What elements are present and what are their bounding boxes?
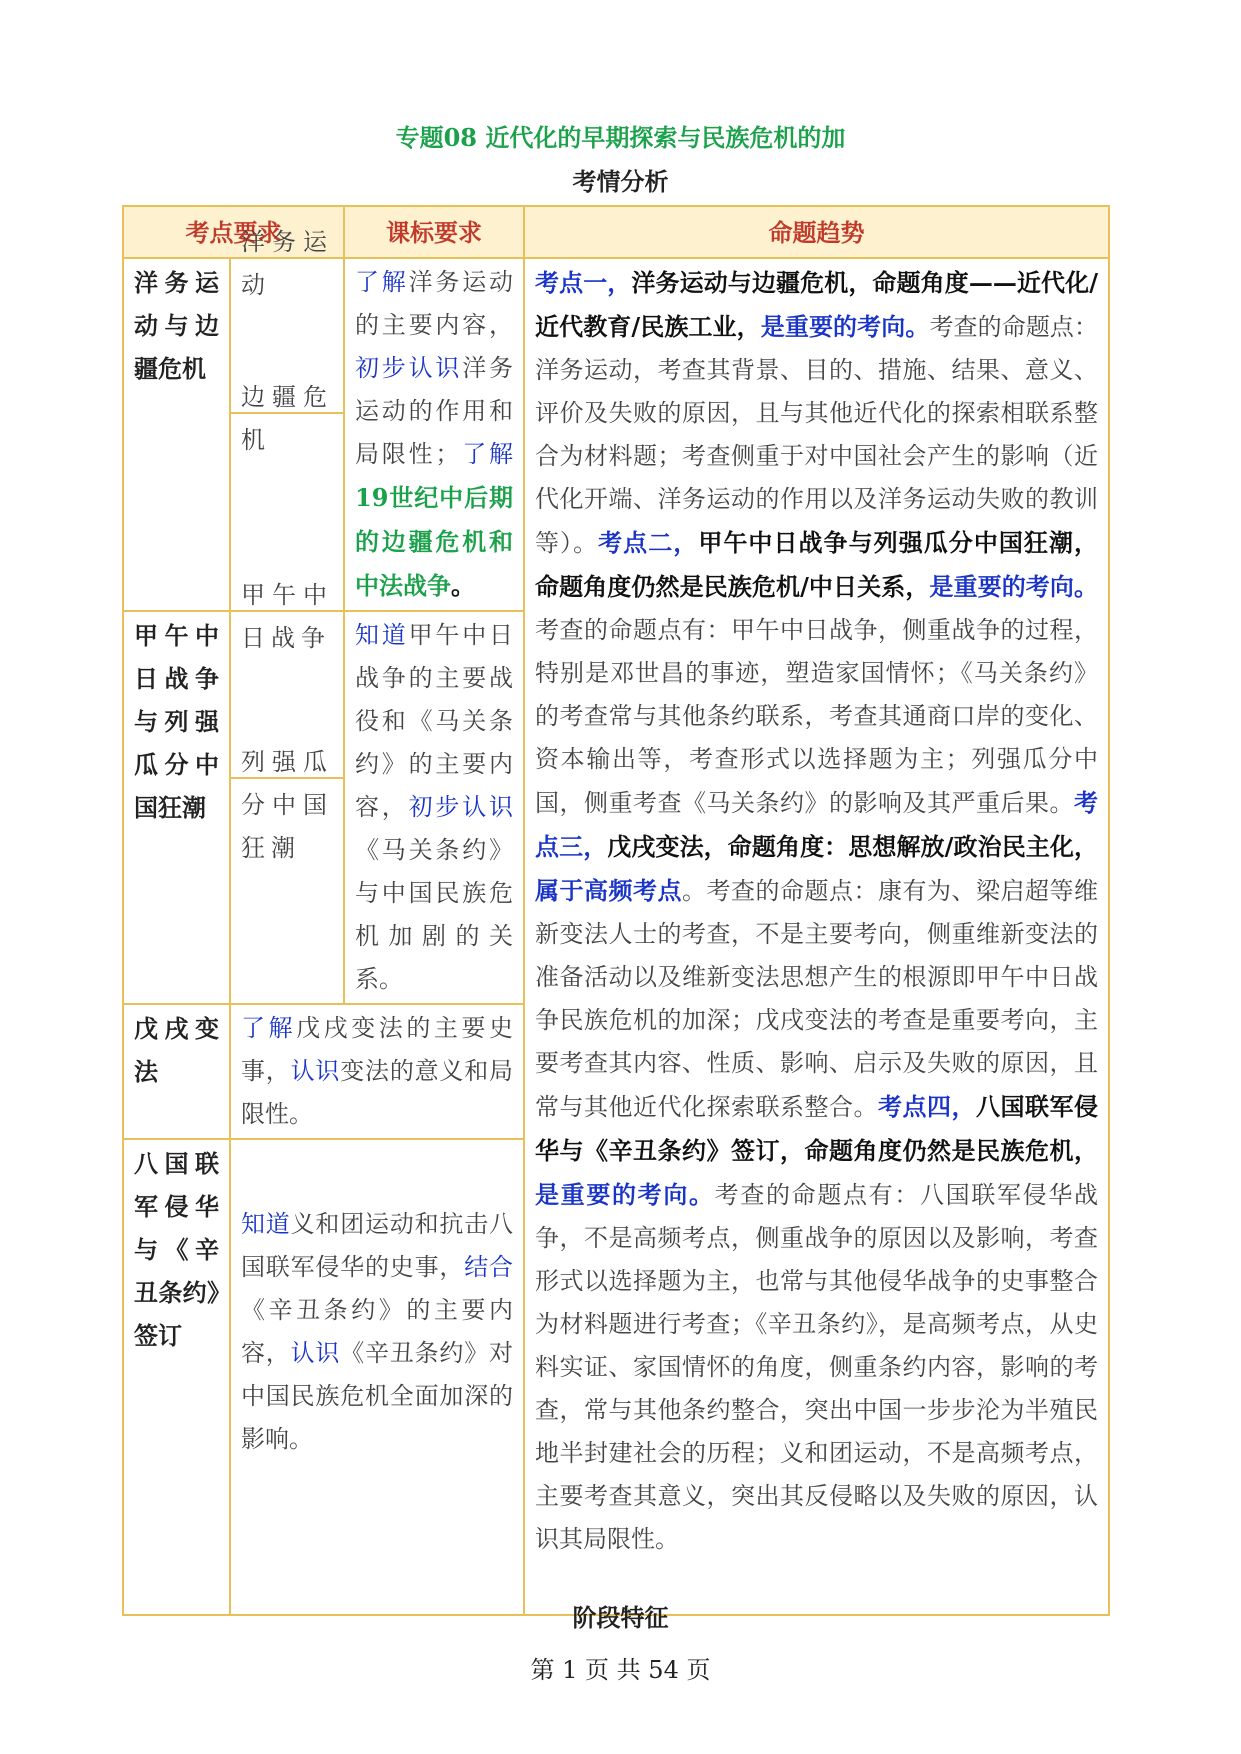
keyword: 初步认识 <box>408 793 514 821</box>
requirement-text: 甲午中日战争的主要战役和《马关条约》的主要内容， <box>355 621 514 821</box>
requirement-cell <box>230 1004 524 1139</box>
trend-keypoint: 属于高频考点 <box>535 876 682 905</box>
requirement-text: 戊戌变法的主要史事， <box>241 1014 514 1085</box>
trend-keypoint: 是重要的考向。 <box>929 572 1099 601</box>
trend-cell <box>524 258 1109 1615</box>
header-trend: 命题趋势 <box>524 206 1109 258</box>
keyword: 认识 <box>290 1339 341 1367</box>
trend-text: 考查的命题点有：甲午中日战争，侧重战争的过程，特别是邓世昌的事迹，塑造家国情怀；《马关条约》的考查常与其他条约联系，考查其通商口岸的变化、资本输出等，考查形式以选择题为主；列强瓜分中国，侧重考查《马关条约》的影响及其严重后果。 <box>535 616 1098 817</box>
trend-keypoint: 考点三， <box>535 788 1098 861</box>
topic-label: 甲午中日战争与列强瓜分中国狂潮 <box>134 621 219 822</box>
topic-label: 戊戌变法 <box>134 1014 219 1086</box>
trend-keypoint: 是重要的考向。 <box>535 1180 715 1209</box>
requirement-text: 义和团运动和抗击八国联军侵华的史事， <box>241 1210 514 1281</box>
header-curriculum-requirement: 课标要求 <box>344 206 524 258</box>
topic-cell <box>123 1004 230 1139</box>
keyword: 知道 <box>241 1210 291 1238</box>
subtopic-label: 甲午中日战争 <box>241 581 333 652</box>
keyword: 了解 <box>355 268 409 296</box>
subtopic-label: 边疆危机 <box>241 383 333 455</box>
trend-bold: 八国联军侵华与《辛丑条约》签订，命题角度仍然是民族危机， <box>535 1092 1098 1165</box>
requirement-text: 。 <box>451 571 475 600</box>
topic-label: 洋务运动与边疆危机 <box>134 268 219 383</box>
requirement-text: 洋务运动的作用和局限性； <box>355 354 514 468</box>
requirement-cell <box>344 258 524 611</box>
trend-keypoint: 考点四， <box>878 1092 976 1121</box>
subtopic-label: 洋务运动 <box>241 228 333 299</box>
requirement-text: 《辛丑条约》对中国民族危机全面加深的影响。 <box>241 1339 514 1453</box>
trend-text: 考查的命题点：洋务运动，考查其背景、目的、措施、结果、意义、评价及失败的原因，且与其他近代化的探索相联系整合为材料题；考查侧重于对中国社会产生的影响（近代化开端、洋务运动的作用以及洋务运动失败的教训等）。 <box>535 313 1099 557</box>
section-heading-stage: 阶段特征 <box>572 1603 669 1632</box>
trend-text: 。考查的命题点：康有为、梁启超等维新变法人士的考查，不是主要考向，侧重维新变法的准备活动以及维新变法思想产生的根源即甲午中日战争民族危机的加深；戊戌变法的考查是重要考向，主要考查其内容、性质、影响、启示及失败的原因，且常与其他近代化探索联系整合。 <box>535 877 1098 1121</box>
trend-bold: 洋务运动与边疆危机，命题角度——近代化/近代教育/民族工业， <box>535 268 1098 341</box>
requirement-text: 《辛丑条约》的主要内容， <box>241 1296 513 1367</box>
topic-cell <box>123 258 230 611</box>
trend-keypoint: 是重要的考向。 <box>760 312 930 341</box>
topic-cell <box>123 1139 230 1615</box>
trend-keypoint: 考点二， <box>598 528 699 557</box>
exam-analysis-table <box>122 205 1110 1616</box>
trend-text: 考查的命题点有：八国联军侵华战争，不是高频考点，侧重战争的原因以及影响，考查形式以选择题为主，也常与其他侵华战争的史事整合为材料题进行考查；《辛丑条约》，是高频考点，从史料实证、家国情怀的角度，侧重条约内容，影响的考查，常与其他条约整合，突出中国一步步沦为半殖民地半封建社会的历程；义和团运动，不是高频考点，主要考查其意义，突出其反侵略以及失败的原因，认识其局限性。 <box>535 1181 1099 1553</box>
keyword: 知道 <box>355 621 409 649</box>
highlight-text: 19世纪中后期的边疆危机和中法战争 <box>355 483 513 600</box>
page-number: 第 1 页 共 54 页 <box>530 1656 711 1684</box>
requirement-text: 洋务运动的主要内容， <box>355 268 514 339</box>
topic-label: 八国联军侵华与《辛丑条约》签订 <box>134 1149 219 1350</box>
requirement-cell <box>344 611 524 1004</box>
trend-bold: 戊戌变法，命题角度：思想解放/政治民主化， <box>607 832 1099 861</box>
header-topic-requirement: 考点要求 <box>123 206 344 258</box>
subtopic-label: 列强瓜分中国狂潮 <box>241 747 333 862</box>
subtopic-cell <box>230 747 344 1004</box>
requirement-cell <box>230 1139 524 1615</box>
keyword: 认识 <box>290 1057 341 1085</box>
requirement-text: 《马关条约》与中国民族危机加剧的关系。 <box>355 836 513 993</box>
requirement-text: 变法的意义和局限性。 <box>241 1057 514 1128</box>
trend-keypoint: 考点一， <box>535 268 632 297</box>
document-title: 专题08 近代化的早期探索与民族危机的加 <box>395 123 846 152</box>
keyword: 了解 <box>241 1014 297 1042</box>
keyword: 初步认识 <box>355 354 463 382</box>
section-heading-analysis: 考情分析 <box>572 167 669 196</box>
keyword: 了解 <box>459 440 514 468</box>
keyword: 结合 <box>464 1253 514 1281</box>
trend-bold: 甲午中日战争与列强瓜分中国狂潮，命题角度仍然是民族危机/中日关系， <box>535 528 1099 601</box>
topic-cell <box>123 611 230 1004</box>
